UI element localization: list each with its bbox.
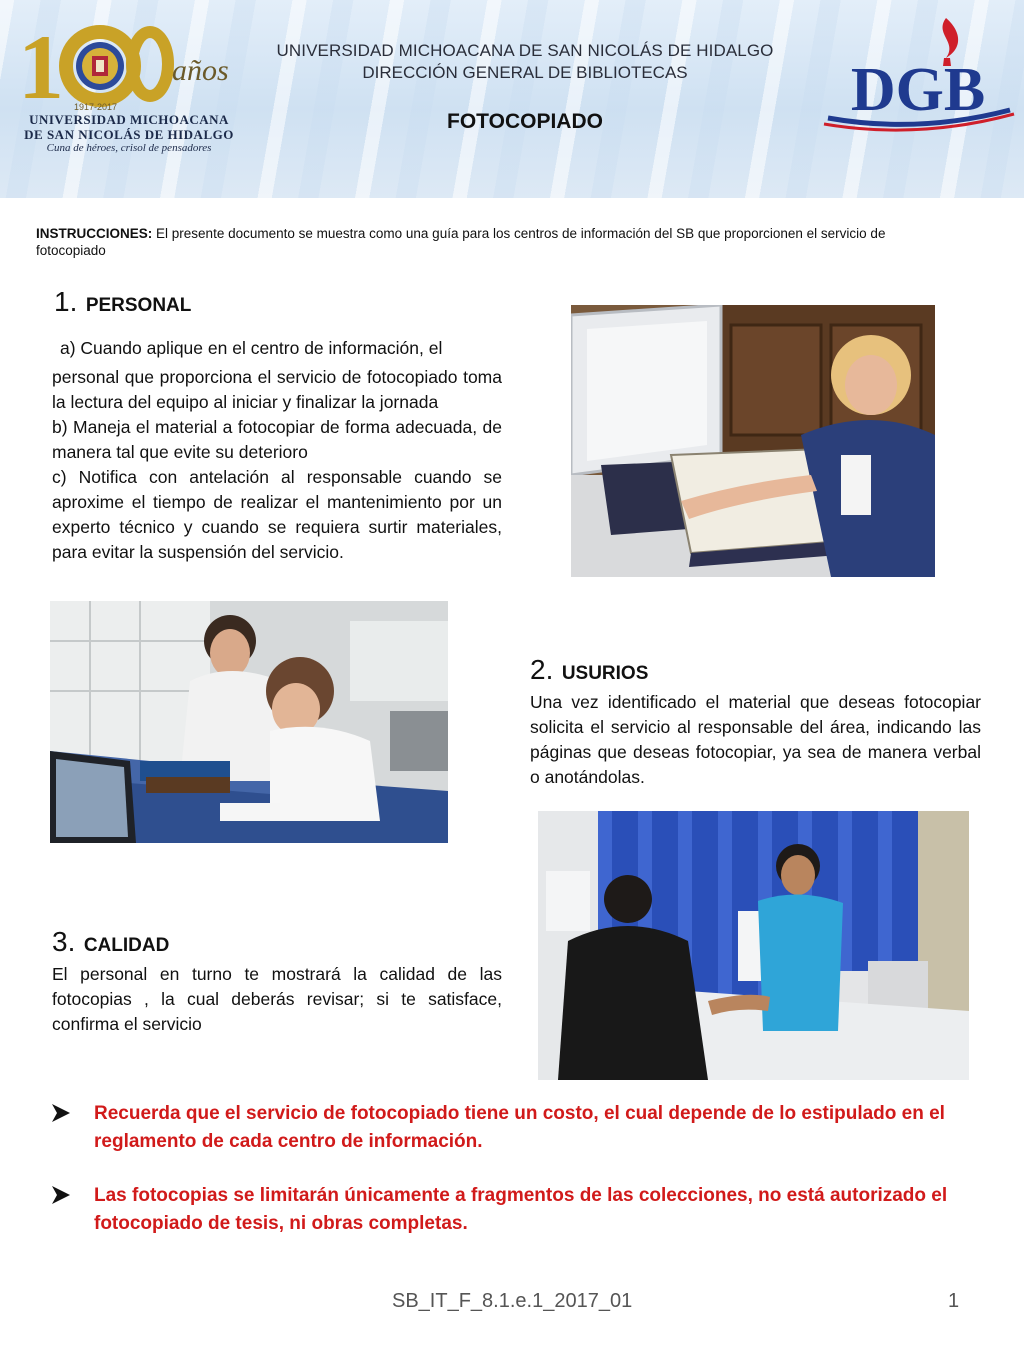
section-number: 1.: [54, 286, 78, 317]
note-limits-text: Las fotocopias se limitarán únicamente a fragmentos de las colecciones, no está autorizado el fotocopiado de tesis, ni obras completas.: [94, 1185, 948, 1234]
section-title: CALIDAD: [83, 935, 170, 956]
page-header: [0, 0, 1024, 198]
anniversary-zero: [132, 32, 168, 96]
section-title: USURIOS: [561, 663, 649, 684]
photo-students-at-counter: [50, 601, 448, 843]
personal-item-a-rest: personal que proporciona el servicio de fotocopiado toma la lectura del equipo al iniciar y finalizar la jornada: [52, 367, 502, 412]
dgb-logo: [818, 14, 1018, 134]
university-name: UNIVERSIDAD MICHOACANA DE SAN NICOLÁS DE HIDALGO: [276, 41, 774, 60]
logo-name-line1: UNIVERSIDAD MICHOACANA: [29, 112, 229, 127]
personal-item-c: c) Notifica con antelación al responsable cuando se aproxime el tiempo de realizar el mantenimiento por un experto técnico y cuando se requiera surtir materiales, para evitar la suspensión del servicio.: [52, 467, 502, 562]
document-code: SB_IT_F_8.1.e.1_2017_01: [392, 1290, 633, 1312]
photo-staff-using-copier: [571, 305, 935, 577]
photo-service-desk: [538, 811, 969, 1080]
arrow-bullet-icon: [50, 1184, 72, 1206]
instructions-text: El presente documento se muestra como una guía para los centros de información del SB que proporcionen el servicio de fotocopiado: [36, 226, 886, 258]
note-limits: [50, 1182, 990, 1238]
instructions-label: INSTRUCCIONES:: [36, 226, 153, 241]
section-calidad-body: [52, 962, 502, 1037]
note-cost-text: Recuerda que el servicio de fotocopiado tiene un costo, el cual depende de lo estipulado en el reglamento de cada centro de información.: [94, 1103, 945, 1152]
dgb-logo-text: DGB: [850, 56, 986, 124]
page-number: 1: [948, 1290, 960, 1312]
instructions: [36, 225, 951, 259]
anniversary-word: años: [172, 54, 229, 87]
anniversary-years: 1917-2017: [74, 102, 118, 112]
important-notes: [50, 1100, 990, 1264]
personal-item-b: b) Maneja el material a fotocopiar de forma adecuada, de manera tal que evite su deterioro: [52, 417, 502, 462]
flame-icon: [943, 18, 959, 58]
section-number: 2.: [530, 654, 554, 685]
logo-name-line2: DE SAN NICOLÁS DE HIDALGO: [24, 127, 234, 142]
anniversary-numeral-1: 1: [18, 16, 64, 118]
section-personal-body: [52, 336, 502, 565]
header-titles: [246, 40, 804, 134]
section-number: 3.: [52, 926, 76, 957]
document-title: FOTOCOPIADO: [447, 110, 603, 133]
section-calidad-heading: [52, 926, 169, 958]
university-logo-name: [14, 112, 244, 155]
section-usuarios-heading: [530, 654, 648, 686]
directorate-name: DIRECCIÓN GENERAL DE BIBLIOTECAS: [362, 63, 688, 82]
section-personal-heading: [54, 286, 191, 318]
logo-motto: Cuna de héroes, crisol de pensadores: [46, 142, 212, 154]
usuarios-text: Una vez identificado el material que deseas fotocopiar solicita el servicio al responsable del área, indicando las páginas que deseas fotocopiar, ya sea de manera verbal o anotándolas.: [530, 692, 981, 787]
personal-item-a-intro: a) Cuando aplique en el centro de información, el: [60, 338, 443, 358]
section-usuarios-body: [530, 690, 981, 790]
arrow-bullet-icon: [50, 1102, 72, 1124]
calidad-text: El personal en turno te mostrará la calidad de las fotocopias , la cual deberás revisar; si te satisface, confirma el servicio: [52, 964, 502, 1034]
note-cost: [50, 1100, 990, 1156]
section-title: PERSONAL: [85, 295, 192, 316]
